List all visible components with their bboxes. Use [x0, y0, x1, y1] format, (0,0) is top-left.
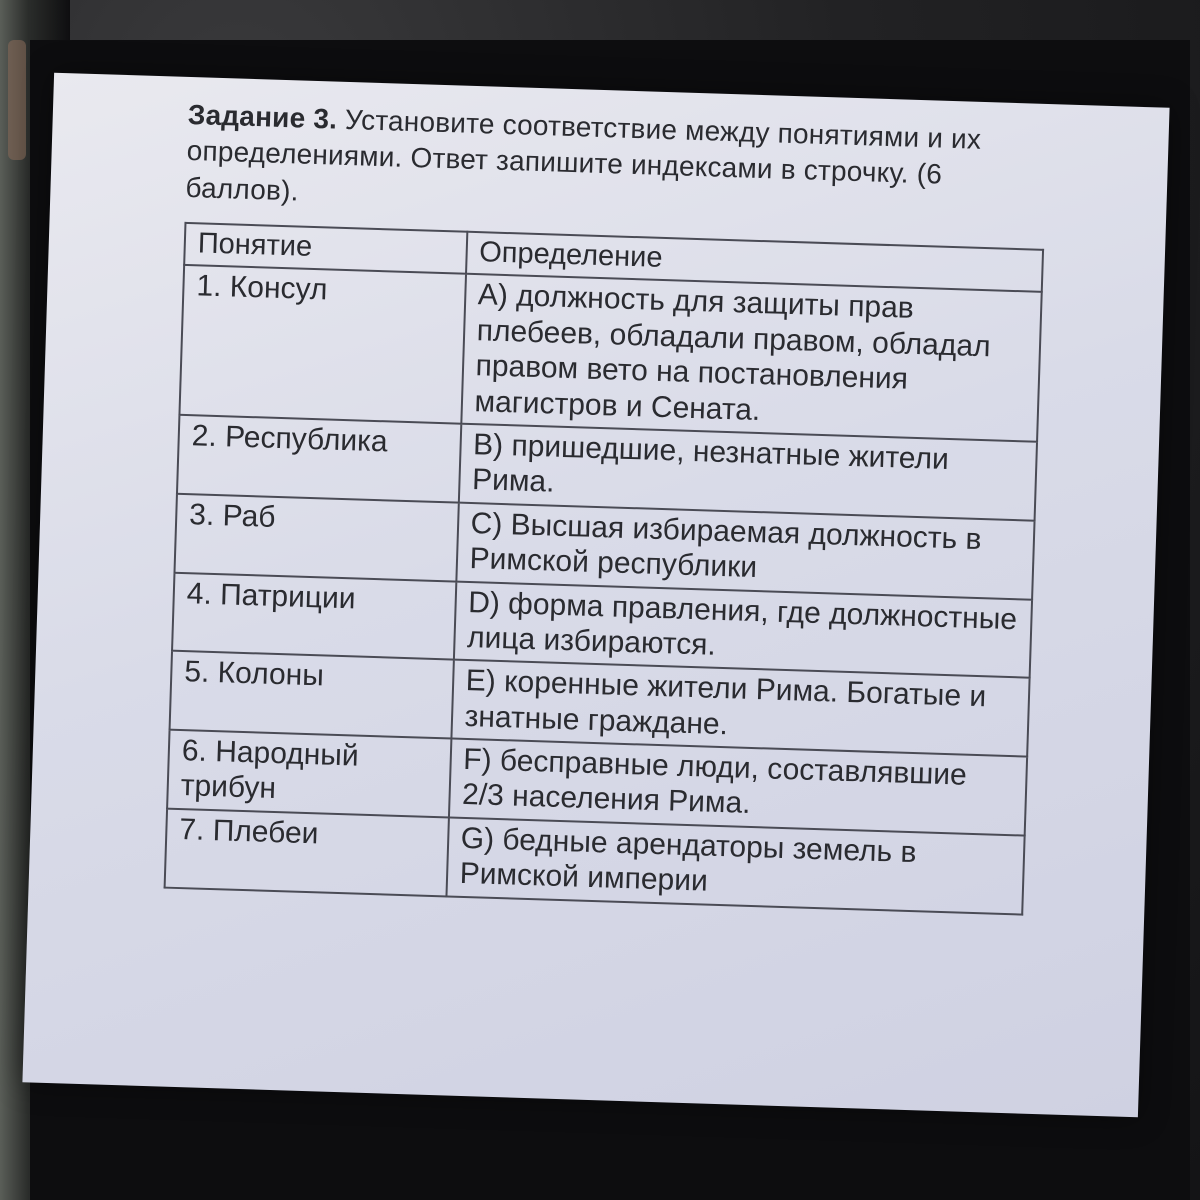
- matching-table: [164, 222, 1045, 915]
- task-text: Установите соответствие между понятиями и их определениями. Ответ запишите индексами в строчку. (6 баллов).: [185, 103, 982, 207]
- definition-cell: С) Высшая избираемая должность в Римской республики: [456, 502, 1035, 599]
- term-cell: 1. Консул: [179, 265, 465, 423]
- definition-cell: F) бесправные люди, составлявшие 2/3 населения Рима.: [448, 739, 1027, 836]
- definition-cell: А) должность для защиты прав плебеев, обладали правом, обладал правом вето на постановления магистров и Сената.: [461, 274, 1042, 442]
- definition-cell: D) форма правления, где должностные лица избираются.: [453, 581, 1032, 678]
- term-cell: 4. Патриции: [172, 572, 456, 660]
- worksheet-page: [22, 73, 1169, 1118]
- term-cell: 5. Колоны: [170, 651, 454, 739]
- term-cell: 7. Плебеи: [165, 808, 449, 896]
- definition-cell: В) пришедшие, незнатные жители Рима.: [458, 424, 1037, 521]
- term-cell: 6. Народный трибун: [167, 730, 451, 818]
- definition-cell: Е) коренные жители Рима. Богатые и знатные граждане.: [451, 660, 1030, 757]
- term-cell: 2. Республика: [177, 415, 461, 503]
- worksheet-content: [164, 97, 1068, 916]
- task-label: Задание 3.: [187, 98, 338, 135]
- table-row: [179, 265, 1041, 441]
- header-definition: Определение: [466, 232, 1043, 292]
- header-term: Понятие: [184, 223, 467, 274]
- task-instruction: [185, 97, 1048, 233]
- phone-screen: [30, 40, 1190, 1200]
- term-cell: 3. Раб: [175, 494, 459, 582]
- definition-cell: G) бедные арендаторы земель в Римской империи: [446, 817, 1025, 914]
